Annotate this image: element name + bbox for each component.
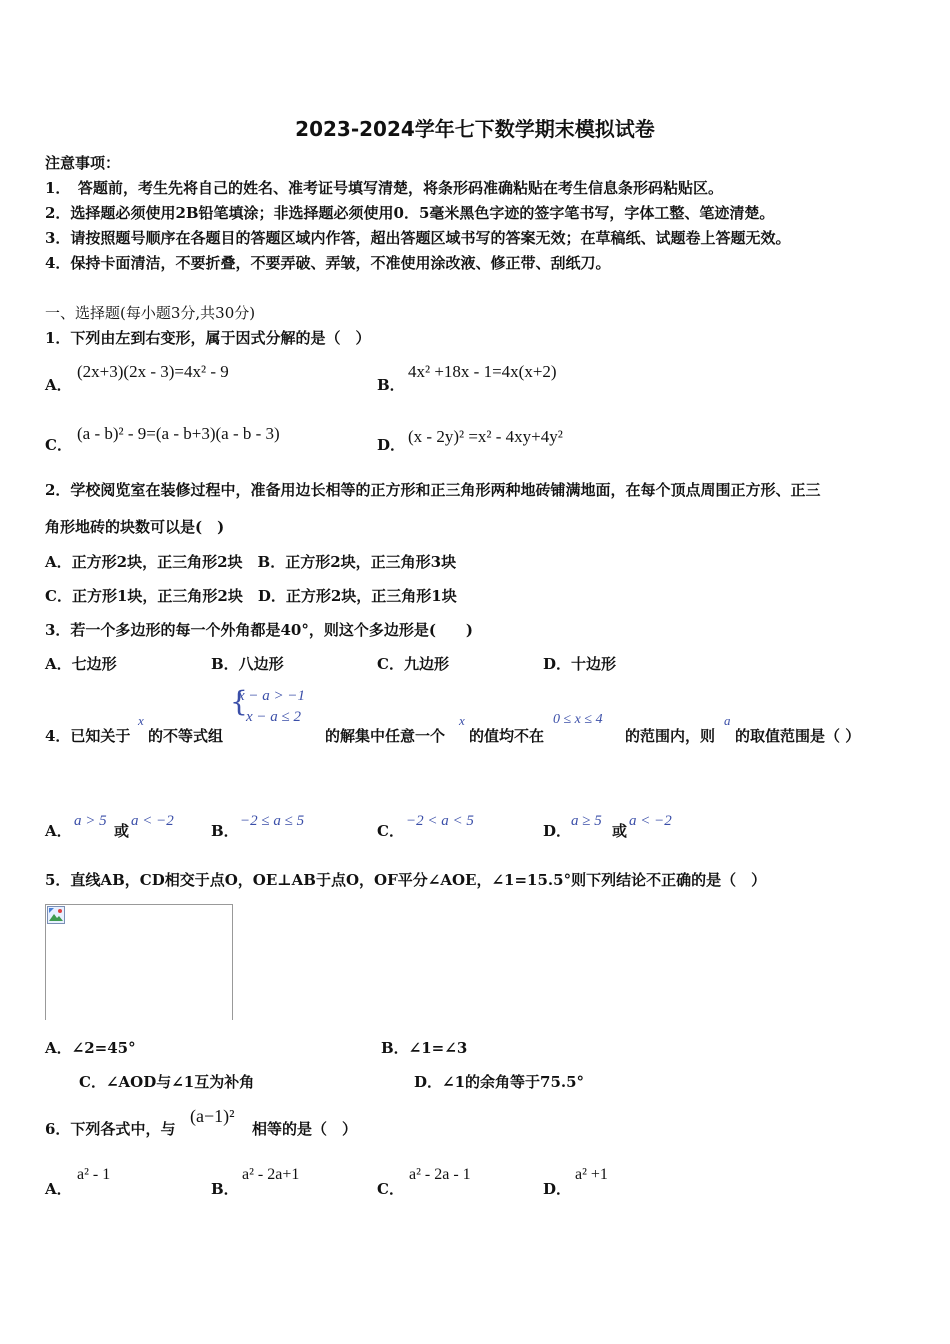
q4-option-b-label: B．	[211, 822, 239, 840]
q4-option-a-part1: a > 5	[74, 813, 107, 829]
q1-option-b: 4x² +18x - 1=4x(x+2)	[408, 362, 557, 381]
q4-option-d-part1: a ≥ 5	[571, 813, 602, 829]
q2-stem-line2: 角形地砖的块数可以是( )	[45, 518, 225, 536]
q4-range: 0 ≤ x ≤ 4	[553, 712, 603, 727]
q4-option-a-label: A．	[45, 822, 72, 840]
q4-stem-part1: 4．已知关于	[45, 727, 131, 745]
q5-option-b: B．∠1=∠3	[381, 1039, 468, 1057]
q4-var-x: x	[138, 713, 144, 728]
q1-option-d-label: D．	[377, 436, 406, 454]
q5-option-d: D．∠1的余角等于75.5°	[414, 1073, 585, 1091]
q1-option-b-label: B．	[377, 376, 405, 394]
q4-system-line2: x − a ≤ 2	[246, 709, 302, 725]
q2-stem-line1: 2．学校阅览室在装修过程中，准备用边长相等的正方形和正三角形两种地砖铺满地面，在每个顶点周围正方形、正三	[45, 481, 821, 499]
notice-heading: 注意事项：	[45, 154, 121, 172]
q2-options-row2: C．正方形1块，正三角形2块 D．正方形2块，正三角形1块	[45, 587, 457, 605]
q4-option-d-or: 或	[612, 822, 628, 840]
q4-stem-part4: 的值均不在	[469, 727, 545, 745]
q4-option-b: −2 ≤ a ≤ 5	[240, 813, 305, 829]
notice-item-2: 2．选择题必须使用2B铅笔填涂；非选择题必须使用0．5毫米黑色字迹的签字笔书写，字体工整、笔迹清楚。	[45, 204, 775, 222]
q3-option-c: C．九边形	[377, 655, 449, 673]
section-heading: 一、选择题(每小题3分,共30分)	[45, 304, 256, 322]
q5-option-c: C．∠AOD与∠1互为补角	[79, 1073, 255, 1091]
q4-option-c: −2 < a < 5	[406, 813, 474, 829]
q6-option-d: a² +1	[575, 1166, 608, 1183]
q5-figure-placeholder	[45, 904, 233, 1020]
q6-stem-part2: 相等的是（ ）	[252, 1120, 358, 1138]
q6-option-b-label: B．	[211, 1180, 239, 1198]
q3-option-d: D．十边形	[543, 655, 617, 673]
q6-option-d-label: D．	[543, 1180, 572, 1198]
q4-option-a-part2: a < −2	[131, 813, 174, 829]
notice-item-4: 4．保持卡面清洁，不要折叠，不要弄破、弄皱，不准使用涂改液、修正带、刮纸刀。	[45, 254, 611, 272]
q1-option-c-label: C．	[45, 436, 72, 454]
q5-stem: 5．直线AB，CD相交于点O，OE⊥AB于点O，OF平分∠AOE，∠1=15.5°则下列结论不正确的是（ ）	[45, 871, 767, 889]
q1-option-a-label: A．	[45, 376, 72, 394]
q6-option-c-label: C．	[377, 1180, 404, 1198]
q4-stem-part2: 的不等式组	[148, 727, 224, 745]
q4-option-d-label: D．	[543, 822, 572, 840]
q3-option-b: B．八边形	[211, 655, 284, 673]
q4-stem-part3: 的解集中任意一个	[325, 727, 446, 745]
q4-var-a: a	[724, 713, 731, 728]
q5-option-a: A．∠2=45°	[45, 1039, 136, 1057]
q6-option-b: a² - 2a+1	[242, 1166, 300, 1183]
q4-system-line1: x − a > −1	[238, 688, 306, 704]
q1-stem: 1．下列由左到右变形，属于因式分解的是（ ）	[45, 329, 371, 347]
q6-stem-part1: 6．下列各式中，与	[45, 1120, 176, 1138]
q3-option-a: A．七边形	[45, 655, 117, 673]
q3-stem: 3．若一个多边形的每一个外角都是40°，则这个多边形是( )	[45, 621, 474, 639]
q4-var-x-2: x	[459, 713, 465, 728]
q6-option-a-label: A．	[45, 1180, 72, 1198]
q4-option-a-or: 或	[114, 822, 130, 840]
page-title: 2023-2024学年七下数学期末模拟试卷	[295, 117, 655, 141]
q4-brace: {	[230, 685, 248, 718]
broken-image-icon	[47, 906, 65, 924]
q6-option-a: a² - 1	[77, 1166, 111, 1183]
q1-option-c: (a - b)² - 9=(a - b+3)(a - b - 3)	[77, 424, 280, 443]
notice-item-3: 3．请按照题号顺序在各题目的答题区域内作答，超出答题区域书写的答案无效；在草稿纸、试题卷上答题无效。	[45, 229, 791, 247]
notice-item-1: 1． 答题前，考生先将自己的姓名、准考证号填写清楚，将条形码准确粘贴在考生信息条形码粘贴区。	[45, 179, 723, 197]
q1-option-d: (x - 2y)² =x² - 4xy+4y²	[408, 427, 563, 446]
q4-option-d-part2: a < −2	[629, 813, 672, 829]
q4-stem-part6: 的取值范围是（ ）	[735, 727, 861, 745]
q2-options-row1: A．正方形2块，正三角形2块 B．正方形2块，正三角形3块	[45, 553, 457, 571]
q1-option-a: (2x+3)(2x - 3)=4x² - 9	[77, 362, 229, 381]
q6-option-c: a² - 2a - 1	[409, 1166, 471, 1183]
q4-stem-part5: 的范围内，则	[625, 727, 716, 745]
q4-option-c-label: C．	[377, 822, 404, 840]
q6-expression: (a−1)²	[190, 1106, 235, 1126]
